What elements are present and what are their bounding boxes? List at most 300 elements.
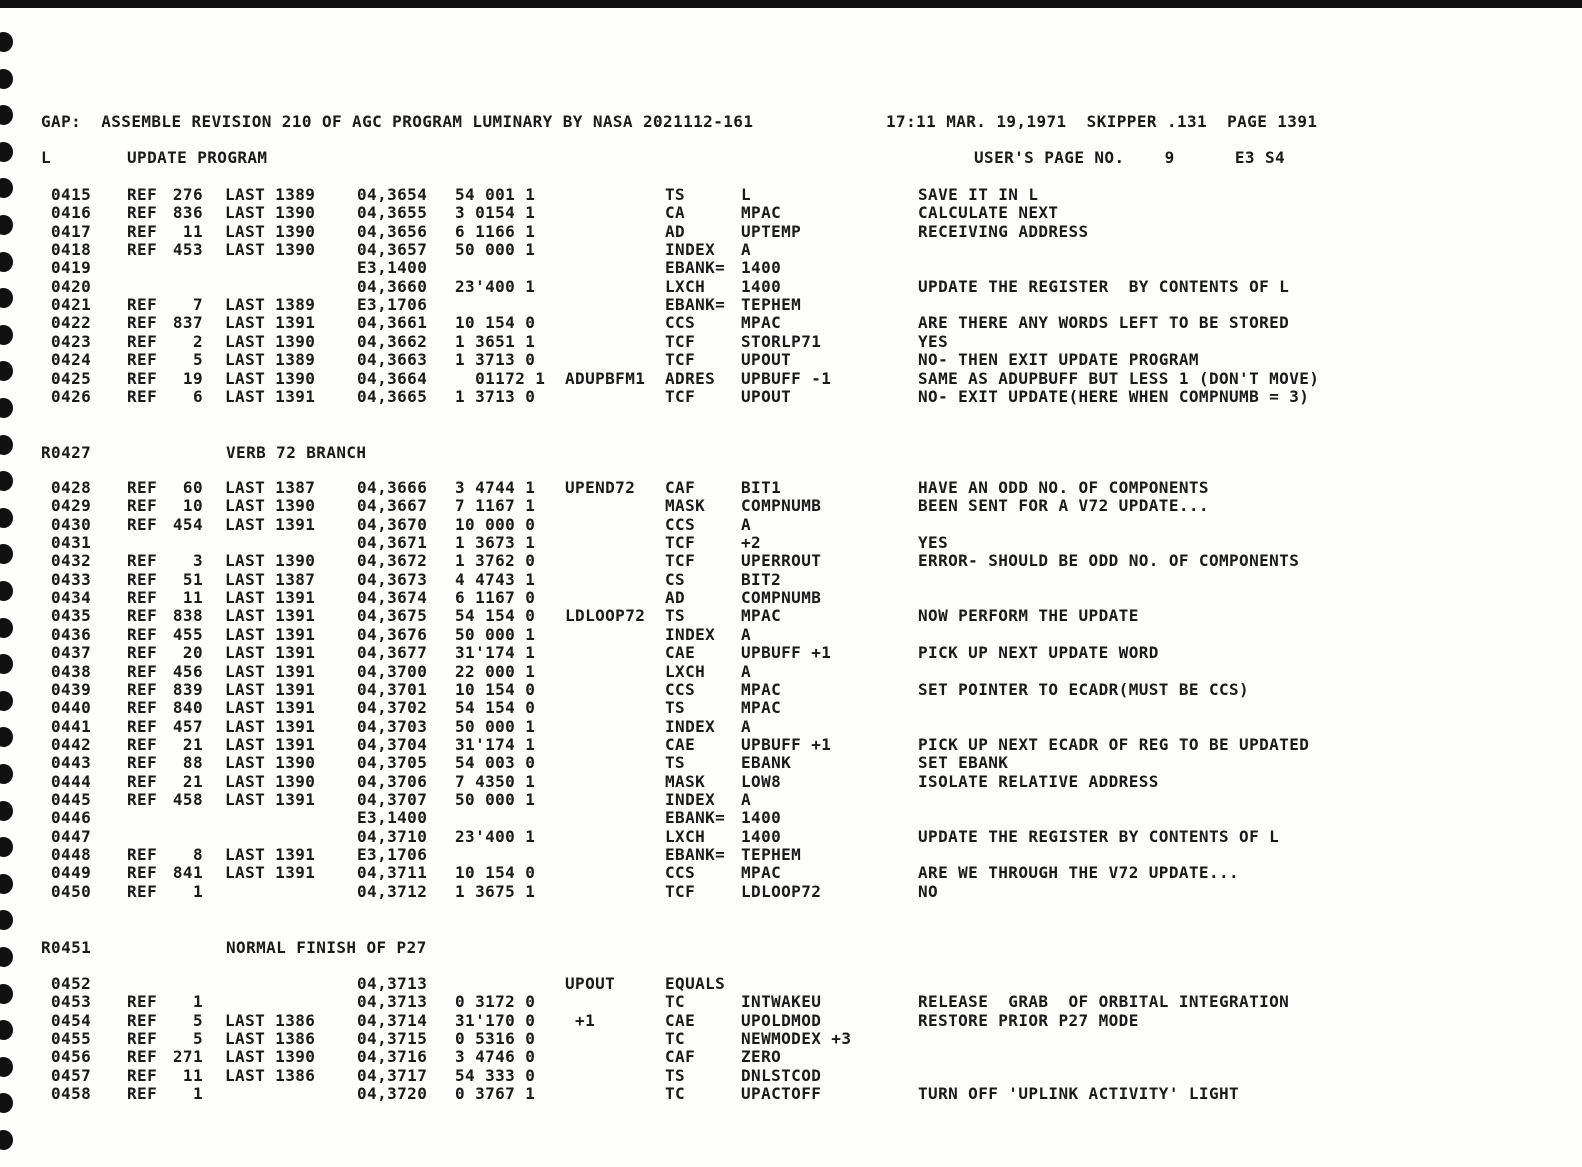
operand: ZERO: [741, 1047, 782, 1067]
operand: 1400: [741, 258, 782, 278]
ref-keyword: REF: [127, 551, 158, 571]
operand: EBANK: [741, 753, 792, 773]
sprocket-hole: [0, 361, 13, 381]
ref-count: 88: [182, 753, 203, 773]
octal-code: 1 3675 1: [455, 881, 536, 901]
operand: DNLSTCOD: [741, 1065, 822, 1085]
memory-address: 04,3676: [357, 624, 428, 644]
octal-code: 7 4350 1: [455, 771, 536, 791]
last-page-ref: LAST 1390: [225, 203, 316, 223]
ref-keyword: REF: [127, 368, 158, 388]
users-page-info: [974, 148, 1285, 167]
operand: UPTEMP: [741, 221, 802, 241]
sequence-number: 0417: [51, 221, 92, 241]
octal-code: 54 001 1: [455, 185, 536, 204]
opcode: TCF: [665, 350, 696, 370]
opcode: TS: [665, 185, 686, 204]
sprocket-hole: [0, 837, 13, 857]
octal-code: 0 5316 0: [455, 1029, 536, 1049]
ref-keyword: REF: [127, 753, 158, 773]
last-page-ref: LAST 1390: [225, 771, 316, 791]
memory-address: 04,3714: [357, 1010, 428, 1030]
comment: PICK UP NEXT ECADR OF REG TO BE UPDATED: [918, 734, 1310, 754]
operand: A: [741, 789, 752, 809]
header-title: ASSEMBLE REVISION 210 OF AGC PROGRAM LUMINARY BY NASA 2021112-161: [101, 112, 754, 131]
memory-address: 04,3661: [357, 313, 428, 333]
memory-address: 04,3700: [357, 661, 428, 681]
octal-code: 1 3762 0: [455, 551, 536, 571]
ref-count: 60: [182, 478, 203, 497]
operand: MPAC: [741, 679, 782, 699]
ref-keyword: REF: [127, 350, 158, 370]
opcode: CAE: [665, 734, 696, 754]
operand: MPAC: [741, 606, 782, 626]
octal-code: 10 154 0: [455, 863, 536, 883]
statement-label: LDLOOP72: [565, 606, 646, 626]
octal-code: 31'170 0: [455, 1010, 536, 1030]
last-page-ref: LAST 1391: [225, 514, 316, 534]
octal-code: 1 3651 1: [455, 331, 536, 351]
ref-count: 1: [192, 881, 203, 901]
operand: UPOLDMOD: [741, 1010, 822, 1030]
sprocket-hole: [0, 654, 13, 674]
ref-keyword: REF: [127, 643, 158, 663]
comment: SET POINTER TO ECADR(MUST BE CCS): [918, 679, 1250, 699]
ref-count: 10: [182, 496, 203, 516]
sprocket-hole: [0, 1093, 13, 1113]
ref-keyword: REF: [127, 588, 158, 608]
memory-address: 04,3706: [357, 771, 428, 791]
comment: YES: [918, 331, 949, 351]
ref-count: 6: [192, 386, 203, 406]
operand: COMPNUMB: [741, 496, 822, 516]
sequence-number: 0457: [51, 1065, 92, 1085]
memory-address: 04,3666: [357, 478, 428, 497]
ref-keyword: REF: [127, 661, 158, 681]
last-page-ref: LAST 1390: [225, 240, 316, 260]
opcode: CAF: [665, 1047, 696, 1067]
comment: NO- THEN EXIT UPDATE PROGRAM: [918, 350, 1199, 370]
sequence-number: 0423: [51, 331, 92, 351]
octal-code: 0 3172 0: [455, 992, 536, 1012]
ref-count: 21: [182, 734, 203, 754]
octal-code: 6 1166 1: [455, 221, 536, 241]
last-page-ref: LAST 1390: [225, 368, 316, 388]
opcode: INDEX: [665, 716, 716, 736]
sequence-number: 0418: [51, 240, 92, 260]
ref-keyword: REF: [127, 992, 158, 1012]
ref-count: 19: [182, 368, 203, 388]
memory-address: 04,3664: [357, 368, 428, 388]
opcode: LXCH: [665, 826, 706, 846]
opcode: LXCH: [665, 661, 706, 681]
ref-count: 11: [182, 1065, 203, 1085]
sprocket-hole: [0, 288, 13, 308]
comment: TURN OFF 'UPLINK ACTIVITY' LIGHT: [918, 1084, 1240, 1104]
ref-count: 455: [172, 624, 203, 644]
ref-keyword: REF: [127, 771, 158, 791]
ref-keyword: REF: [127, 295, 158, 315]
sprocket-hole: [0, 544, 13, 564]
ref-count: 838: [172, 606, 203, 626]
sequence-number: 0424: [51, 350, 92, 370]
comment: UPDATE THE REGISTER BY CONTENTS OF L: [918, 826, 1280, 846]
memory-address: 04,3675: [357, 606, 428, 626]
sprocket-hole: [0, 508, 13, 528]
opcode: ADRES: [665, 368, 716, 388]
memory-address: 04,3704: [357, 734, 428, 754]
sequence-number: 0435: [51, 606, 92, 626]
opcode: LXCH: [665, 276, 706, 296]
sequence-number: 0448: [51, 845, 92, 864]
operand: COMPNUMB: [741, 588, 822, 608]
last-page-ref: LAST 1389: [225, 295, 316, 315]
comment: SAVE IT IN L: [918, 185, 1039, 204]
memory-address: E3,1400: [357, 808, 428, 828]
sequence-number: 0453: [51, 992, 92, 1012]
last-page-ref: LAST 1391: [225, 734, 316, 754]
sequence-number: 0438: [51, 661, 92, 681]
octal-code: 4 4743 1: [455, 569, 536, 589]
memory-address: E3,1706: [357, 295, 428, 315]
ref-count: 3: [192, 551, 203, 571]
ref-count: 8: [192, 845, 203, 864]
last-page-ref: LAST 1386: [225, 1029, 316, 1049]
memory-address: 04,3660: [357, 276, 428, 296]
ref-count: 458: [172, 789, 203, 809]
last-page-ref: LAST 1391: [225, 643, 316, 663]
sprocket-hole: [0, 142, 13, 162]
opcode: TS: [665, 753, 686, 773]
ref-count: 1: [192, 1084, 203, 1104]
opcode: CAE: [665, 1010, 696, 1030]
program-title: UPDATE PROGRAM: [127, 148, 268, 167]
subheader-left: L: [41, 148, 52, 167]
octal-code: 3 4746 0: [455, 1047, 536, 1067]
memory-address: 04,3670: [357, 514, 428, 534]
operand: A: [741, 624, 752, 644]
last-page-ref: LAST 1391: [225, 588, 316, 608]
comment: ISOLATE RELATIVE ADDRESS: [918, 771, 1159, 791]
octal-code: 54 333 0: [455, 1065, 536, 1085]
memory-address: 04,3673: [357, 569, 428, 589]
sequence-number: 0442: [51, 734, 92, 754]
comment: NO- EXIT UPDATE(HERE WHEN COMPNUMB = 3): [918, 386, 1310, 406]
operand: UPBUFF -1: [741, 368, 832, 388]
last-page-ref: LAST 1387: [225, 478, 316, 497]
operand: UPACTOFF: [741, 1084, 822, 1104]
memory-address: 04,3702: [357, 698, 428, 718]
octal-code: 1 3713 0: [455, 386, 536, 406]
ref-keyword: REF: [127, 1010, 158, 1030]
opcode: EBANK=: [665, 295, 726, 315]
ref-keyword: REF: [127, 1029, 158, 1049]
ref-keyword: REF: [127, 716, 158, 736]
ref-count: 271: [172, 1047, 203, 1067]
memory-address: 04,3665: [357, 386, 428, 406]
sequence-number: 0428: [51, 478, 92, 497]
operand: A: [741, 716, 752, 736]
comment: SAME AS ADUPBUFF BUT LESS 1 (DON'T MOVE): [918, 368, 1320, 388]
last-page-ref: LAST 1386: [225, 1065, 316, 1085]
opcode: INDEX: [665, 789, 716, 809]
operand: LDLOOP72: [741, 881, 822, 901]
last-page-ref: LAST 1391: [225, 606, 316, 626]
opcode: TC: [665, 1029, 686, 1049]
opcode: TC: [665, 1084, 686, 1104]
opcode: TS: [665, 606, 686, 626]
sequence-number: 0454: [51, 1010, 92, 1030]
memory-address: 04,3715: [357, 1029, 428, 1049]
sequence-number: 0420: [51, 276, 92, 296]
opcode: INDEX: [665, 624, 716, 644]
last-page-ref: LAST 1390: [225, 551, 316, 571]
header-right: 17:11 MAR. 19,1971 SKIPPER .131 PAGE 1391: [886, 112, 1318, 131]
opcode: EBANK=: [665, 258, 726, 278]
octal-code: 23'400 1: [455, 826, 536, 846]
opcode: CS: [665, 569, 686, 589]
last-page-ref: LAST 1390: [225, 753, 316, 773]
sprocket-hole: [0, 471, 13, 491]
sprocket-hole: [0, 398, 13, 418]
ref-keyword: REF: [127, 1065, 158, 1085]
comment: UPDATE THE REGISTER BY CONTENTS OF L: [918, 276, 1290, 296]
last-page-ref: LAST 1389: [225, 350, 316, 370]
operand: BIT1: [741, 478, 782, 497]
octal-code: 31'174 1: [455, 734, 536, 754]
comment: NO: [918, 881, 939, 901]
operand: MPAC: [741, 863, 782, 883]
operand: STORLP71: [741, 331, 822, 351]
sprocket-holes: [0, 0, 14, 1167]
octal-code: 3 4744 1: [455, 478, 536, 497]
ref-count: 836: [172, 203, 203, 223]
last-page-ref: LAST 1391: [225, 789, 316, 809]
sequence-number: 0449: [51, 863, 92, 883]
sequence-number: 0452: [51, 974, 92, 993]
last-page-ref: LAST 1386: [225, 1010, 316, 1030]
opcode: TC: [665, 992, 686, 1012]
memory-address: 04,3667: [357, 496, 428, 516]
sprocket-hole: [0, 252, 13, 272]
operand: 1400: [741, 276, 782, 296]
sprocket-hole: [0, 1057, 13, 1077]
ref-keyword: REF: [127, 203, 158, 223]
memory-address: 04,3654: [357, 185, 428, 204]
comment: ERROR- SHOULD BE ODD NO. OF COMPONENTS: [918, 551, 1300, 571]
octal-code: 54 154 0: [455, 698, 536, 718]
ref-keyword: REF: [127, 1047, 158, 1067]
ref-count: 840: [172, 698, 203, 718]
opcode: AD: [665, 221, 686, 241]
comment: HAVE AN ODD NO. OF COMPONENTS: [918, 478, 1209, 497]
memory-address: E3,1706: [357, 845, 428, 864]
operand: UPOUT: [741, 350, 792, 370]
last-page-ref: LAST 1391: [225, 698, 316, 718]
octal-code: 50 000 1: [455, 624, 536, 644]
last-page-ref: LAST 1390: [225, 1047, 316, 1067]
memory-address: 04,3713: [357, 992, 428, 1012]
last-page-ref: LAST 1391: [225, 661, 316, 681]
octal-code: 10 154 0: [455, 313, 536, 333]
sequence-number: 0439: [51, 679, 92, 699]
memory-address: 04,3656: [357, 221, 428, 241]
comment: ARE THERE ANY WORDS LEFT TO BE STORED: [918, 313, 1290, 333]
opcode: CAE: [665, 643, 696, 663]
sprocket-hole: [0, 325, 13, 345]
ref-keyword: REF: [127, 221, 158, 241]
opcode: TCF: [665, 386, 696, 406]
ref-keyword: REF: [127, 624, 158, 644]
sprocket-hole: [0, 727, 13, 747]
ref-keyword: REF: [127, 240, 158, 260]
ref-count: 457: [172, 716, 203, 736]
sprocket-hole: [0, 801, 13, 821]
opcode: MASK: [665, 771, 706, 791]
sequence-number: 0444: [51, 771, 92, 791]
sprocket-hole: [0, 105, 13, 125]
sequence-number: 0458: [51, 1084, 92, 1104]
last-page-ref: LAST 1391: [225, 679, 316, 699]
memory-address: 04,3701: [357, 679, 428, 699]
last-page-ref: LAST 1390: [225, 331, 316, 351]
ref-count: 2: [192, 331, 203, 351]
sequence-number: 0432: [51, 551, 92, 571]
octal-code: 31'174 1: [455, 643, 536, 663]
operand: MPAC: [741, 313, 782, 333]
comment: PICK UP NEXT UPDATE WORD: [918, 643, 1159, 663]
opcode: TS: [665, 1065, 686, 1085]
last-page-ref: LAST 1390: [225, 221, 316, 241]
sprocket-hole: [0, 1020, 13, 1040]
sprocket-hole: [0, 178, 13, 198]
octal-code: 50 000 1: [455, 240, 536, 260]
sequence-number: 0455: [51, 1029, 92, 1049]
ref-count: 454: [172, 514, 203, 534]
memory-address: 04,3716: [357, 1047, 428, 1067]
ref-count: 5: [192, 350, 203, 370]
sequence-number: 0456: [51, 1047, 92, 1067]
sprocket-hole: [0, 32, 13, 52]
sequence-number: 0441: [51, 716, 92, 736]
users-page-label: USER'S PAGE NO.: [974, 148, 1125, 167]
last-page-ref: LAST 1390: [225, 496, 316, 516]
sequence-number: 0446: [51, 808, 92, 828]
octal-code: 23'400 1: [455, 276, 536, 296]
octal-code: 3 0154 1: [455, 203, 536, 223]
ref-keyword: REF: [127, 478, 158, 497]
operand: 1400: [741, 808, 782, 828]
memory-address: 04,3712: [357, 881, 428, 901]
sequence-number: 0443: [51, 753, 92, 773]
sequence-number: 0437: [51, 643, 92, 663]
sprocket-hole: [0, 581, 13, 601]
ref-count: 7: [192, 295, 203, 315]
memory-address: 04,3662: [357, 331, 428, 351]
operand: LOW8: [741, 771, 782, 791]
ref-keyword: REF: [127, 1084, 158, 1104]
opcode: CCS: [665, 863, 696, 883]
comment: NOW PERFORM THE UPDATE: [918, 606, 1139, 626]
sprocket-hole: [0, 947, 13, 967]
last-page-ref: LAST 1387: [225, 569, 316, 589]
operand: TEPHEM: [741, 845, 802, 864]
ref-count: 839: [172, 679, 203, 699]
comment: RECEIVING ADDRESS: [918, 221, 1089, 241]
octal-code: 0 3767 1: [455, 1084, 536, 1104]
ref-count: 837: [172, 313, 203, 333]
operand: A: [741, 661, 752, 681]
ref-count: 1: [192, 992, 203, 1012]
operand: TEPHEM: [741, 295, 802, 315]
sequence-number: 0436: [51, 624, 92, 644]
octal-code: 1 3673 1: [455, 533, 536, 553]
statement-label: +1: [565, 1010, 596, 1030]
sprocket-hole: [0, 618, 13, 638]
octal-code: 01172 1: [455, 368, 546, 388]
opcode: CAF: [665, 478, 696, 497]
opcode: TCF: [665, 881, 696, 901]
sprocket-hole: [0, 1130, 13, 1150]
operand: UPERROUT: [741, 551, 822, 571]
ref-count: 453: [172, 240, 203, 260]
listing-header: [41, 112, 753, 131]
ref-keyword: REF: [127, 606, 158, 626]
ref-keyword: REF: [127, 863, 158, 883]
sprocket-hole: [0, 215, 13, 235]
statement-label: UPEND72: [565, 478, 636, 497]
memory-address: 04,3657: [357, 240, 428, 260]
octal-code: 54 154 0: [455, 606, 536, 626]
section-id: R0451: [41, 938, 92, 957]
octal-code: 54 003 0: [455, 753, 536, 773]
comment: CALCULATE NEXT: [918, 203, 1059, 223]
ref-keyword: REF: [127, 386, 158, 406]
sprocket-hole: [0, 984, 13, 1004]
memory-address: 04,3717: [357, 1065, 428, 1085]
memory-address: 04,3705: [357, 753, 428, 773]
ref-keyword: REF: [127, 313, 158, 333]
sprocket-hole: [0, 874, 13, 894]
ref-count: 456: [172, 661, 203, 681]
ref-count: 11: [182, 221, 203, 241]
opcode: TS: [665, 698, 686, 718]
ref-keyword: REF: [127, 679, 158, 699]
last-page-ref: LAST 1391: [225, 313, 316, 333]
operand: UPBUFF +1: [741, 643, 832, 663]
sequence-number: 0421: [51, 295, 92, 315]
octal-code: 10 000 0: [455, 514, 536, 534]
ref-count: 51: [182, 569, 203, 589]
ref-keyword: REF: [127, 514, 158, 534]
operand: MPAC: [741, 698, 782, 718]
octal-code: 50 000 1: [455, 789, 536, 809]
bank-label: E3 S4: [1234, 148, 1286, 167]
statement-label: UPOUT: [565, 974, 616, 993]
sequence-number: 0415: [51, 185, 92, 204]
ref-count: 5: [192, 1029, 203, 1049]
top-rule: [0, 0, 1582, 8]
sequence-number: 0429: [51, 496, 92, 516]
last-page-ref: LAST 1389: [225, 185, 316, 204]
ref-keyword: REF: [127, 789, 158, 809]
opcode: TCF: [665, 533, 696, 553]
sequence-number: 0431: [51, 533, 92, 553]
sequence-number: 0425: [51, 368, 92, 388]
opcode: INDEX: [665, 240, 716, 260]
comment: BEEN SENT FOR A V72 UPDATE...: [918, 496, 1209, 516]
opcode: CCS: [665, 514, 696, 534]
